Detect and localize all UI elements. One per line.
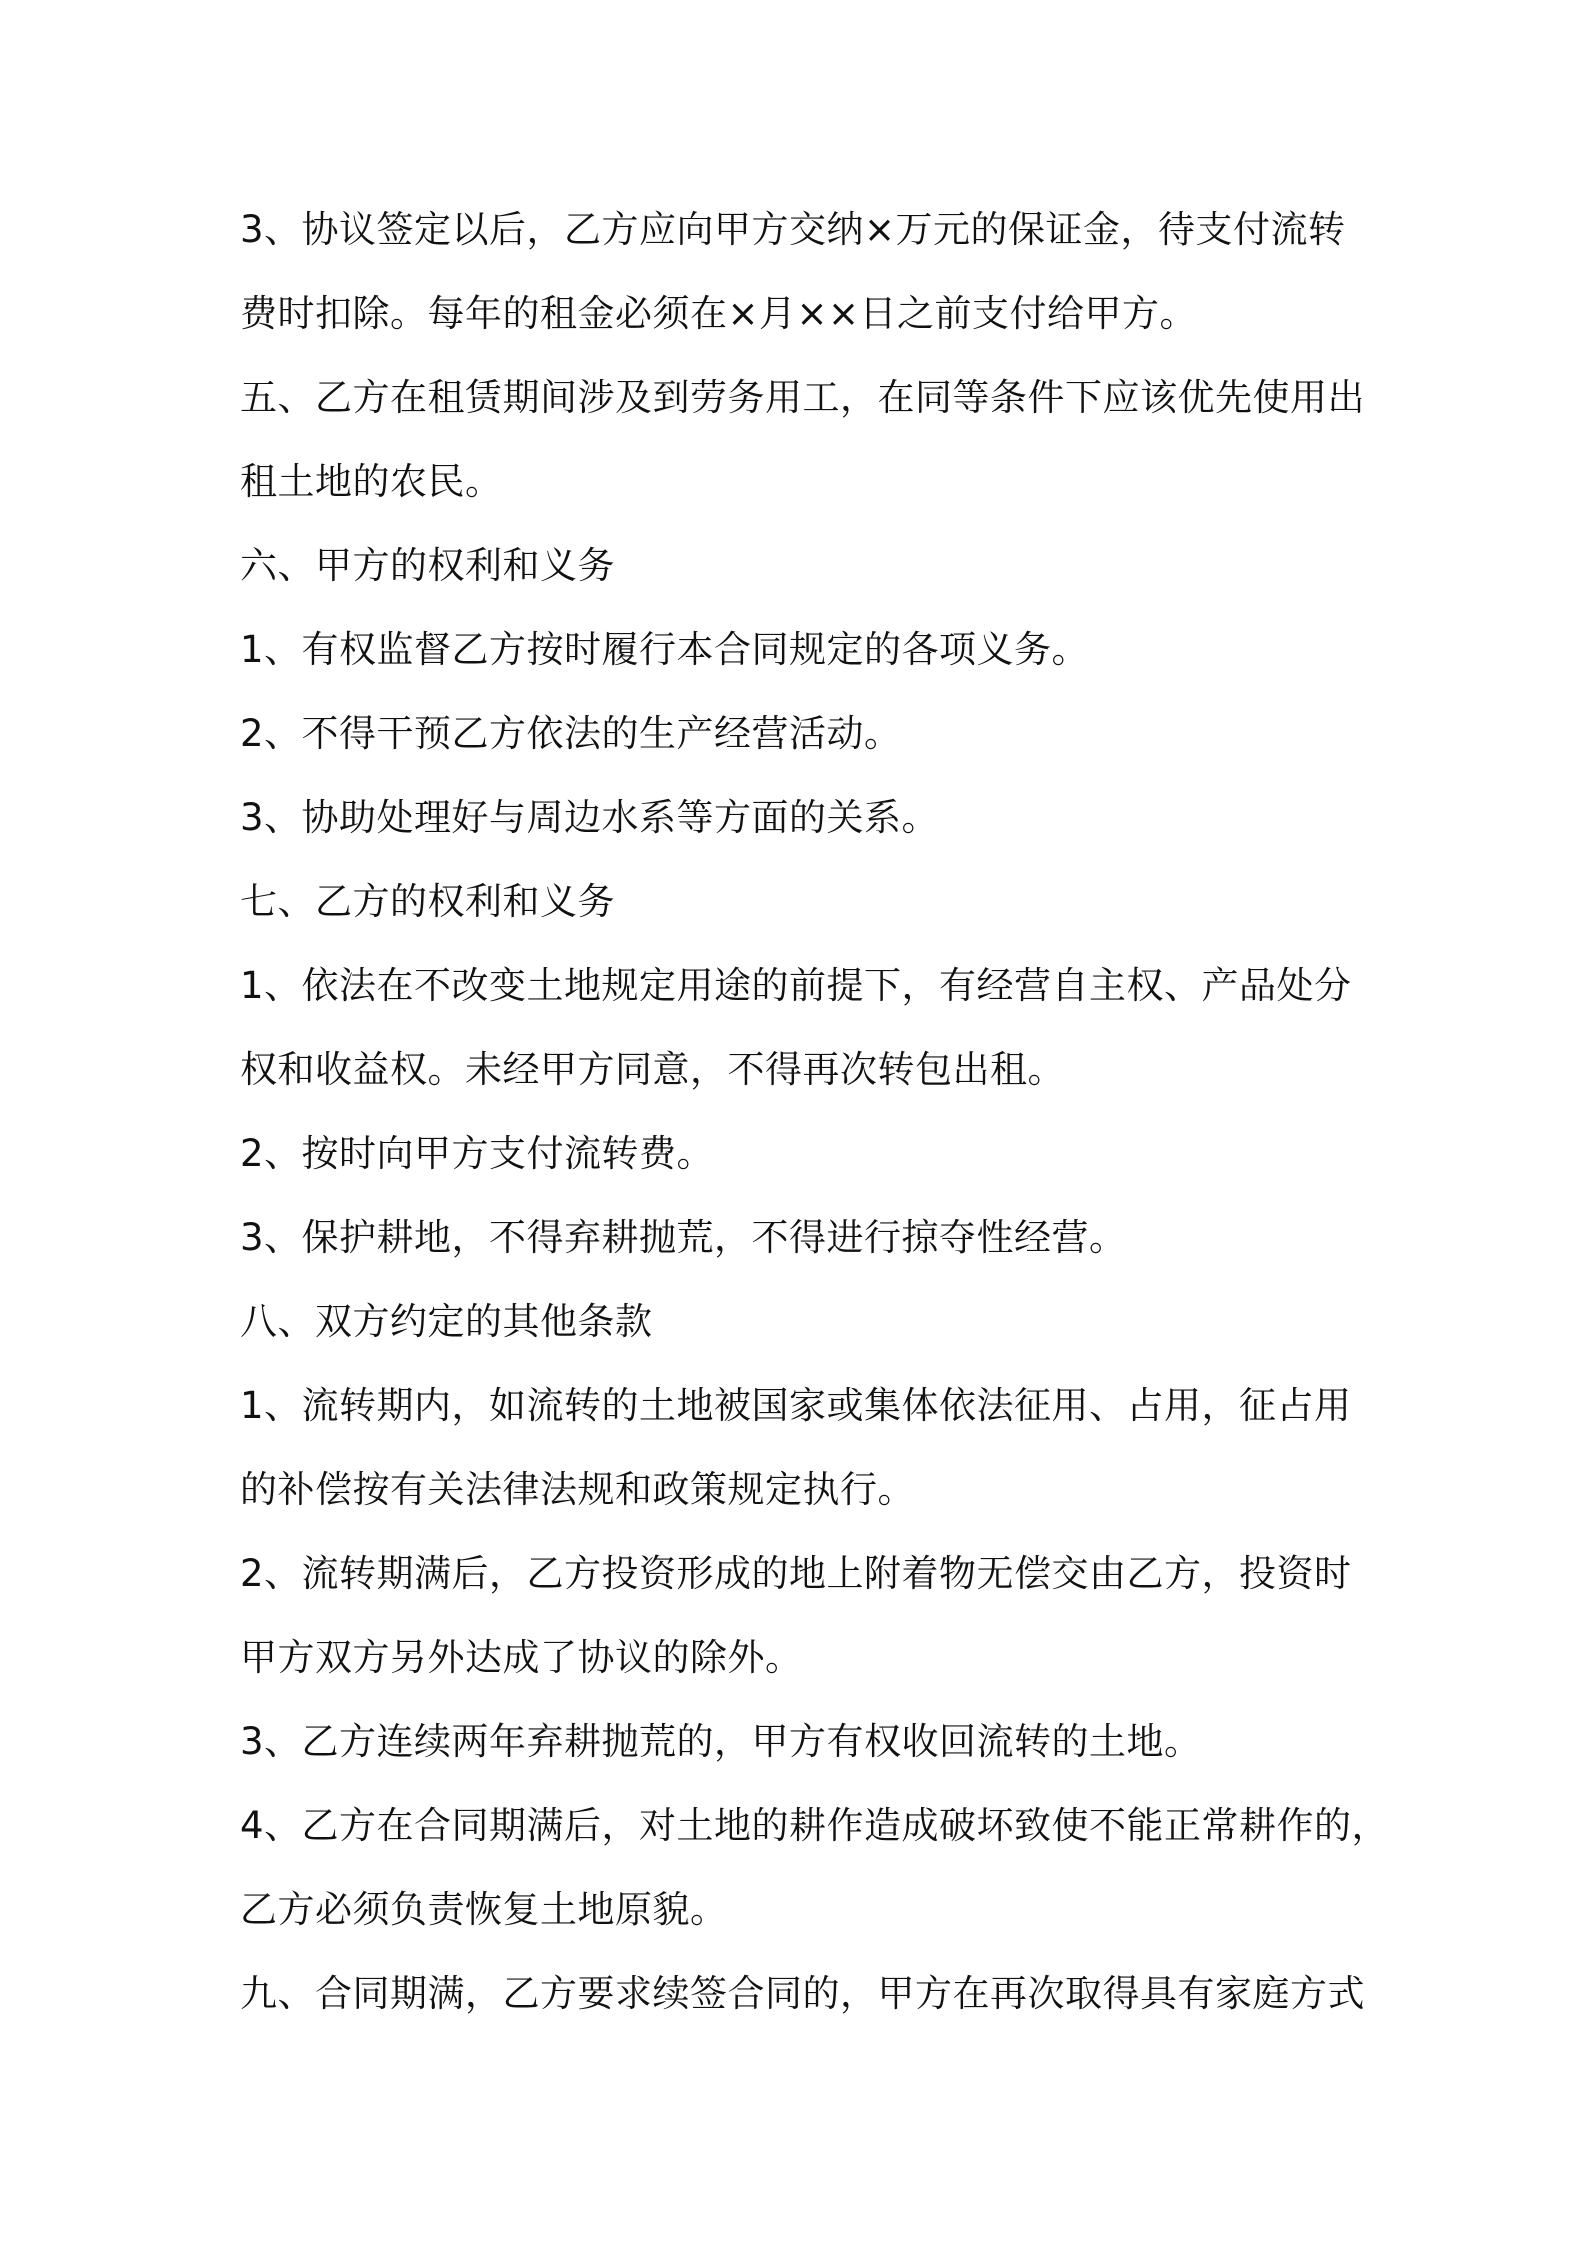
section-7-item-3: 3、保护耕地，不得弃耕抛荒，不得进行掠夺性经营。 (240, 1216, 1127, 1259)
section-6-item-1: 1、有权监督乙方按时履行本合同规定的各项义务。 (240, 628, 1090, 671)
clause-5-item-3-line-1: 3、协议签定以后，乙方应向甲方交纳×万元的保证金，待支付流转 (240, 208, 1346, 251)
section-5-heading-line-1: 五、乙方在租赁期间涉及到劳务用工，在同等条件下应该优先使用出 (240, 376, 1365, 419)
section-7-item-2: 2、按时向甲方支付流转费。 (240, 1132, 715, 1175)
section-8-item-4-line-1: 4、乙方在合同期满后，对土地的耕作造成破坏致使不能正常耕作的， (240, 1804, 1390, 1847)
section-8-item-4-line-2: 乙方必须负责恢复土地原貌。 (240, 1888, 728, 1931)
section-6-item-2: 2、不得干预乙方依法的生产经营活动。 (240, 712, 902, 755)
section-8-item-1-line-2: 的补偿按有关法律法规和政策规定执行。 (240, 1468, 915, 1511)
section-8-item-2-line-1: 2、流转期满后，乙方投资形成的地上附着物无偿交由乙方，投资时 (240, 1552, 1352, 1595)
section-8-heading: 八、双方约定的其他条款 (240, 1300, 653, 1343)
section-6-heading: 六、甲方的权利和义务 (240, 544, 615, 587)
section-7-item-1-line-2: 权和收益权。未经甲方同意，不得再次转包出租。 (240, 1048, 1065, 1091)
section-7-item-1-line-1: 1、依法在不改变土地规定用途的前提下，有经营自主权、产品处分 (240, 964, 1352, 1007)
section-9-heading-line-1: 九、合同期满，乙方要求续签合同的，甲方在再次取得具有家庭方式 (240, 1972, 1365, 2015)
section-8-item-3: 3、乙方连续两年弃耕抛荒的，甲方有权收回流转的土地。 (240, 1720, 1202, 1763)
section-7-heading: 七、乙方的权利和义务 (240, 880, 615, 923)
clause-5-item-3-line-2: 费时扣除。每年的租金必须在×月××日之前支付给甲方。 (240, 292, 1198, 335)
section-8-item-1-line-1: 1、流转期内，如流转的土地被国家或集体依法征用、占用，征占用 (240, 1384, 1352, 1427)
section-6-item-3: 3、协助处理好与周边水系等方面的关系。 (240, 796, 940, 839)
section-5-heading-line-2: 租土地的农民。 (240, 460, 503, 503)
section-8-item-2-line-2: 甲方双方另外达成了协议的除外。 (240, 1636, 803, 1679)
